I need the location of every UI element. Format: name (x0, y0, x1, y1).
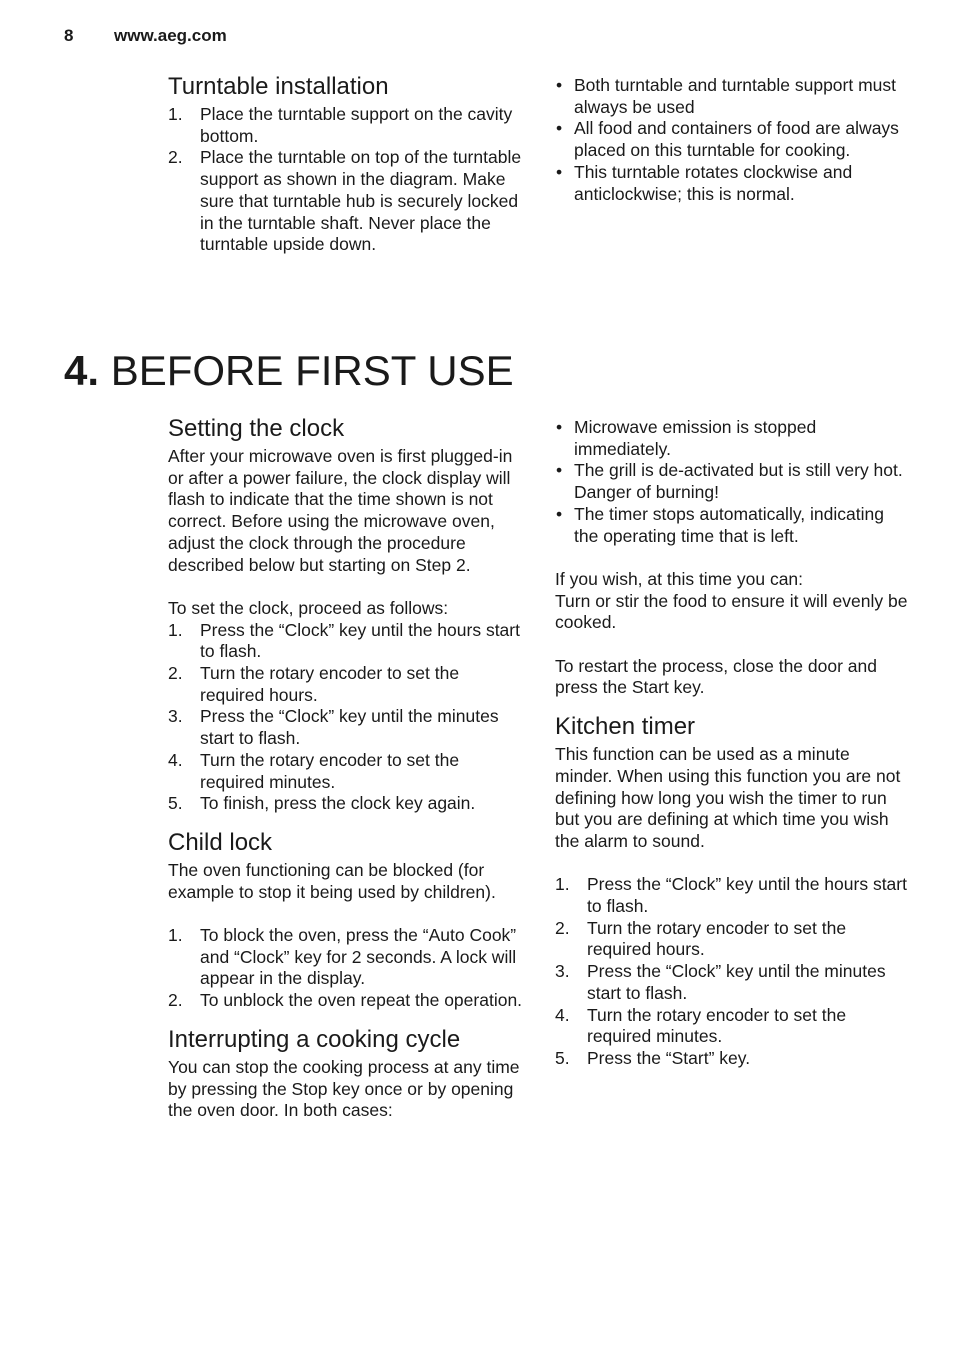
interrupt-wish: If you wish, at this time you can: (555, 568, 804, 589)
list-item: • The timer stops automatically, indicating the operating time that is left. (556, 503, 884, 546)
list-item: 1. Place the turntable support on the cavity bottom. (168, 104, 513, 146)
clock-lead: To set the clock, proceed as follows: (168, 597, 449, 618)
clock-intro: After your microwave oven is first plugged-in or after a power failure, the clock display will flash to indicate that the time shown is not correct. Before using the microwave oven, adjust the clock through the procedure described below but starting on Step 2. (168, 446, 513, 575)
interrupt-bullets (555, 417, 911, 547)
interrupt-restart: To restart the process, close the door and press the Start key. (555, 655, 877, 698)
list-item: 1. Press the “Clock” key until the hours start to flash. (168, 619, 520, 662)
list-item: 4. Turn the rotary encoder to set the required minutes. (168, 749, 460, 792)
right-column (555, 417, 911, 1070)
list-item: 4. Turn the rotary encoder to set the required minutes. (555, 1004, 847, 1047)
list-item: 2. Turn the rotary encoder to set the required hours. (168, 663, 460, 705)
website-link[interactable]: www.aeg.com (114, 26, 227, 45)
list-item: • Microwave emission is stopped immediately. (556, 417, 817, 459)
child-lock-steps (168, 925, 524, 1012)
turntable-notes (555, 75, 911, 205)
list-item: 2. Place the turntable on top of the turntable support as shown in the diagram. Make sure that turntable hub is securely locked in the turntable shaft. Never place the turntable upside down. (168, 147, 522, 255)
list-item: 2. To unblock the oven repeat the operation. (168, 990, 523, 1011)
kitchen-timer-intro: This function can be used as a minute minder. When using this function you are not defining how long you wish the timer to run but you are defining at which time you wish the alarm to sound. (555, 744, 901, 851)
turntable-bullets (555, 75, 911, 205)
turntable-steps (168, 104, 524, 256)
list-item: • Both turntable and turntable support must always be used (556, 75, 897, 117)
child-lock-title: Child lock (168, 828, 273, 856)
left-column (168, 415, 524, 1122)
list-item: 5. To finish, press the clock key again. (168, 793, 476, 814)
clock-steps (168, 620, 524, 815)
turntable-section (168, 73, 524, 256)
chapter-title: 4. BEFORE FIRST USE (64, 347, 514, 394)
page-header (64, 26, 227, 46)
clock-title: Setting the clock (168, 415, 345, 442)
interrupt-intro: You can stop the cooking process at any time by pressing the Stop key once or by opening the oven door. In both cases: (168, 1056, 520, 1121)
list-item: 3. Press the “Clock” key until the minutes start to flash. (555, 961, 886, 1003)
turntable-title: Turntable installation (168, 73, 389, 100)
list-item: 3. Press the “Clock” key until the minutes start to flash. (168, 706, 499, 749)
list-item: 1. Press the “Clock” key until the hours start to flash. (555, 874, 907, 917)
child-lock-intro: The oven functioning can be blocked (for example to stop it being used by children). (168, 859, 496, 902)
page-number: 8 (64, 26, 74, 45)
interrupt-title: Interrupting a cooking cycle (168, 1025, 461, 1053)
list-item: • All food and containers of food are always placed on this turntable for cooking. (556, 118, 899, 161)
list-item: 5. Press the “Start” key. (555, 1047, 751, 1068)
interrupt-stir: Turn or stir the food to ensure it will evenly be cooked. (555, 590, 908, 633)
list-item: • The grill is de-activated but is still very hot. Danger of burning! (556, 460, 903, 503)
list-item: • This turntable rotates clockwise and anticlockwise; this is normal. (556, 161, 853, 204)
kitchen-timer-steps (555, 874, 911, 1069)
list-item: 1. To block the oven, press the “Auto Cook” and “Clock” key for 2 seconds. A lock will appear in the display. (168, 925, 517, 989)
kitchen-timer-title: Kitchen timer (555, 713, 696, 741)
list-item: 2. Turn the rotary encoder to set the required hours. (555, 917, 847, 960)
